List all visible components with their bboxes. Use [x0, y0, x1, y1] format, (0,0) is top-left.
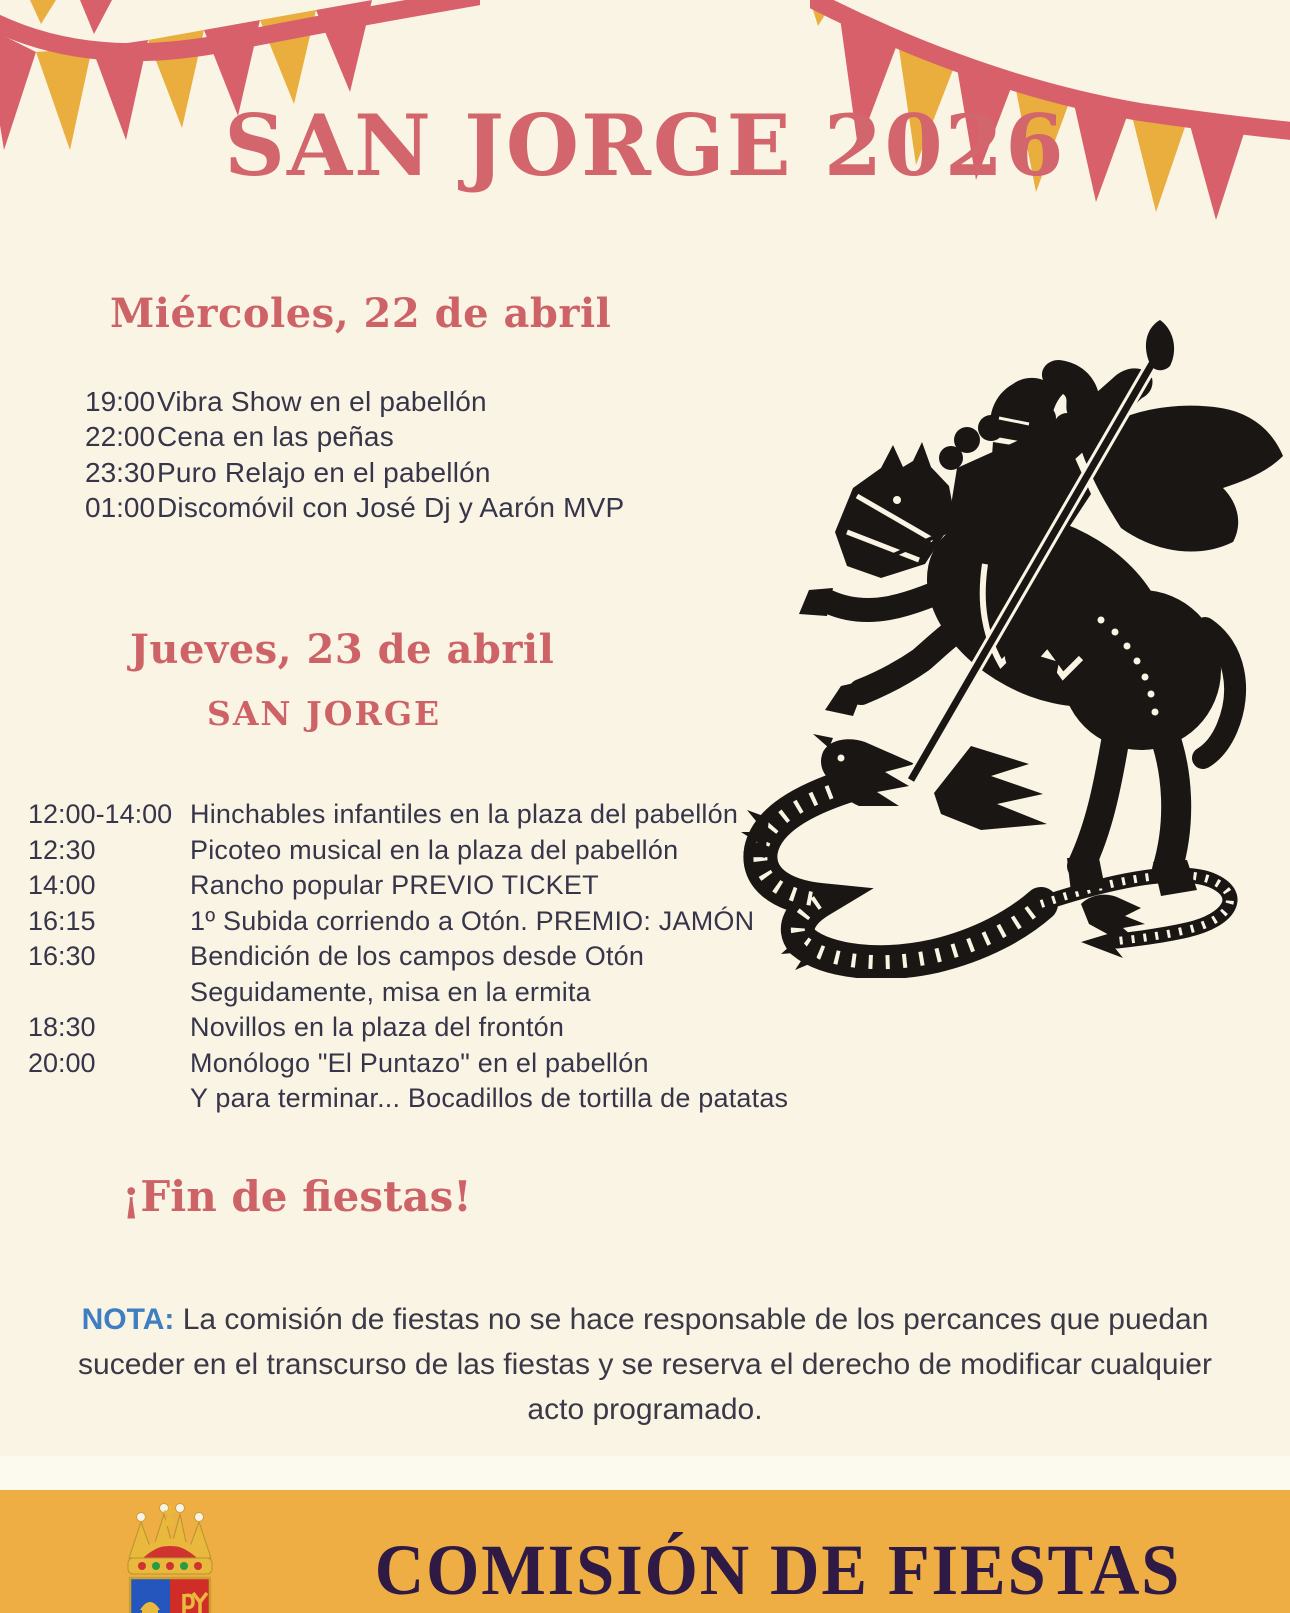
event-time: 20:00 [28, 1047, 96, 1078]
organizer-title: COMISIÓN DE FIESTAS [374, 1530, 1182, 1610]
divider-strip [0, 1456, 1290, 1490]
coat-of-arms-icon [84, 1496, 254, 1613]
event-description: Puro Relajo en el pabellón [157, 456, 491, 488]
section-heading-thursday: Jueves, 23 de abril [130, 626, 555, 673]
event-time: 12:00-14:00 [28, 799, 173, 830]
event-description: Monólogo "El Puntazo" en el pabellón [190, 1047, 649, 1078]
schedule-row [85, 420, 624, 456]
st-george-dragon-illustration [728, 318, 1290, 978]
schedule-row [28, 1010, 788, 1046]
note-text: La comisión de fiestas no se hace responsable de los percances que puedan suceder en el transcurso de las fiestas y se reserva el derecho de modificar cualquier acto programado. [78, 1303, 1212, 1426]
event-time: 19:00 [85, 385, 156, 417]
event-time: 22:00 [85, 421, 156, 453]
schedule-row [28, 833, 788, 869]
event-time: 16:15 [28, 905, 96, 936]
event-time: 01:00 [85, 492, 156, 524]
event-time: 16:30 [28, 941, 96, 972]
schedule-row [28, 904, 788, 940]
poster-title: SAN JORGE 2026 [224, 96, 1066, 195]
event-description: Discomóvil con José Dj y Aarón MVP [157, 492, 625, 524]
schedule-row [28, 975, 788, 1011]
event-time: 12:30 [28, 834, 96, 865]
section-heading-wednesday: Miércoles, 22 de abril [110, 290, 612, 337]
event-description: Seguidamente, misa en la ermita [190, 976, 591, 1007]
schedule-row [85, 384, 624, 420]
schedule-row [28, 1081, 788, 1117]
event-description: Vibra Show en el pabellón [157, 385, 487, 417]
schedule-row [85, 491, 624, 527]
schedule-row [28, 1046, 788, 1082]
event-time: 23:30 [85, 456, 156, 488]
event-time: 18:30 [28, 1012, 96, 1043]
event-description: Novillos en la plaza del frontón [190, 1012, 565, 1043]
event-description: Picoteo musical en la plaza del pabellón [190, 834, 679, 865]
event-description: Y para terminar... Bocadillos de tortilla de patatas [190, 1083, 789, 1114]
schedule-wednesday [85, 384, 624, 526]
section-subheading-san-jorge: SAN JORGE [207, 694, 442, 733]
schedule-row [85, 455, 624, 491]
disclaimer-note [55, 1297, 1235, 1432]
schedule-row [28, 939, 788, 975]
schedule-row [28, 868, 788, 904]
event-description: Hinchables infantiles en la plaza del pabellón [190, 799, 739, 830]
schedule-thursday [28, 797, 788, 1117]
footer-band [0, 1490, 1290, 1613]
event-description: Rancho popular PREVIO TICKET [190, 870, 599, 901]
event-description: Cena en las peñas [157, 421, 394, 453]
event-description: Bendición de los campos desde Otón [190, 941, 645, 972]
event-description: 1º Subida corriendo a Otón. PREMIO: JAMÓN [190, 905, 755, 936]
closing-text: ¡Fin de fiestas! [122, 1172, 472, 1221]
event-time: 14:00 [28, 870, 96, 901]
schedule-row [28, 797, 788, 833]
note-label: NOTA: [81, 1303, 175, 1336]
